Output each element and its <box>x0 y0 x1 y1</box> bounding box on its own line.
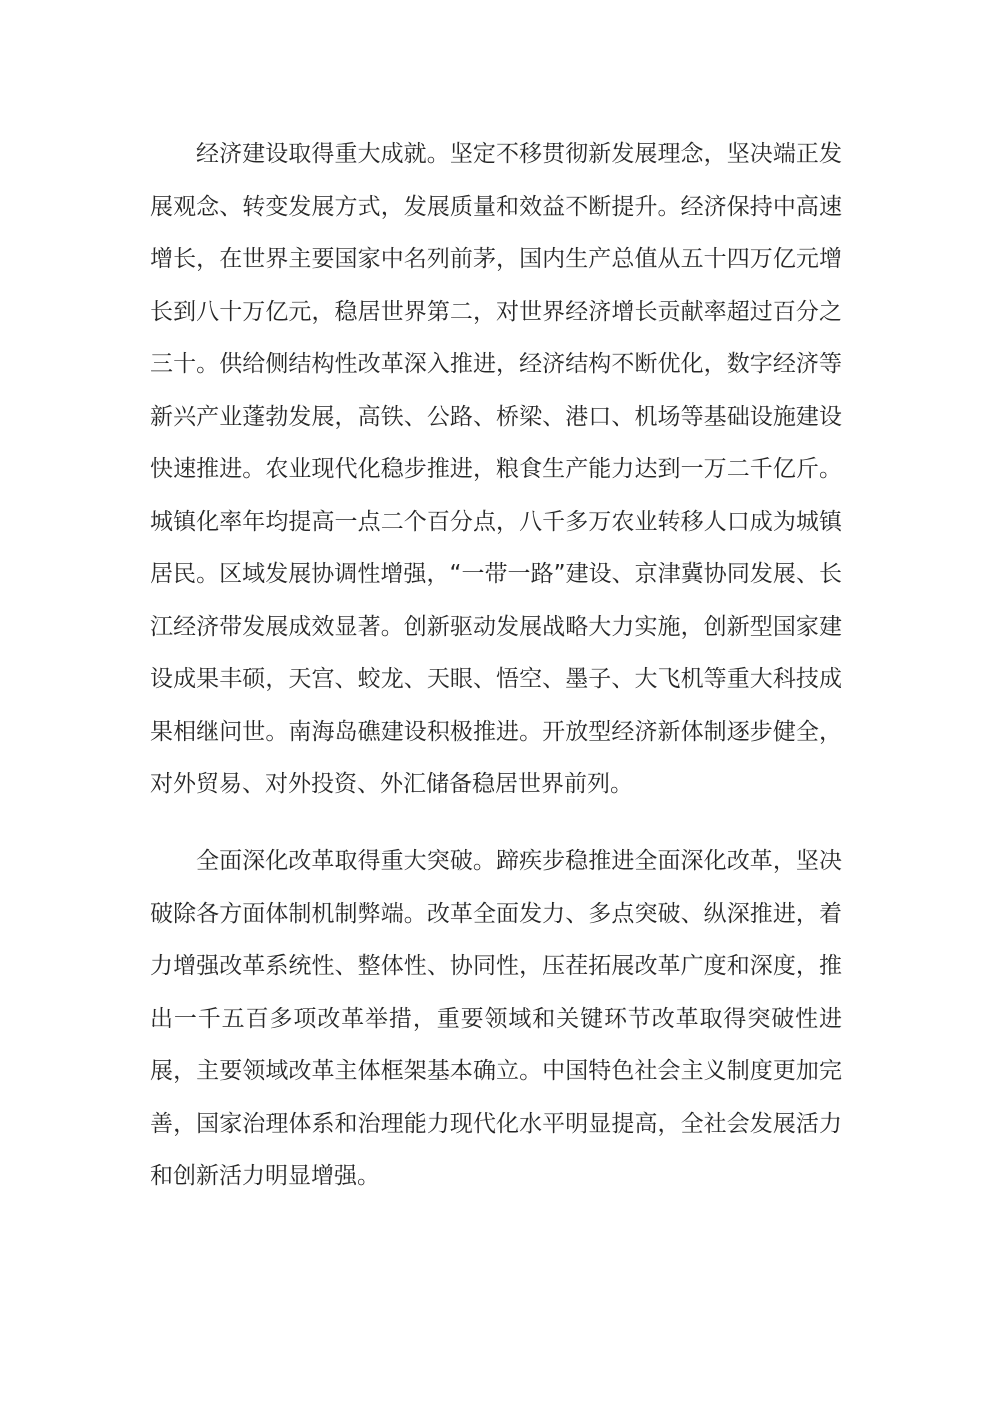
paragraph-reform-breakthroughs: 全面深化改革取得重大突破。蹄疾步稳推进全面深化改革，坚决破除各方面体制机制弊端。改革全面发力、多点突破、纵深推进，着力增强改革系统性、整体性、协同性，压茬拓展改革广度和深度，推出一千五百多项改革举措，重要领域和关键环节改革取得突破性进展，主要领域改革主体框架基本确立。中国特色社会主义制度更加完善，国家治理体系和治理能力现代化水平明显提高，全社会发展活力和创新活力明显增强。 <box>150 848 842 1189</box>
paragraph-economic-achievements: 经济建设取得重大成就。坚定不移贯彻新发展理念，坚决端正发展观念、转变发展方式，发展质量和效益不断提升。经济保持中高速增长，在世界主要国家中名列前茅，国内生产总值从五十四万亿元增长到八十万亿元，稳居世界第二，对世界经济增长贡献率超过百分之三十。供给侧结构性改革深入推进，经济结构不断优化，数字经济等新兴产业蓬勃发展，高铁、公路、桥梁、港口、机场等基础设施建设快速推进。农业现代化稳步推进，粮食生产能力达到一万二千亿斤。城镇化率年均提高一点二个百分点，八千多万农业转移人口成为城镇居民。区域发展协调性增强，“一带一路”建设、京津冀协同发展、长江经济带发展成效显著。创新驱动发展战略大力实施，创新型国家建设成果丰硕，天宫、蛟龙、天眼、悟空、墨子、大飞机等重大科技成果相继问世。南海岛礁建设积极推进。开放型经济新体制逐步健全，对外贸易、对外投资、外汇储备稳居世界前列。 <box>150 141 842 797</box>
